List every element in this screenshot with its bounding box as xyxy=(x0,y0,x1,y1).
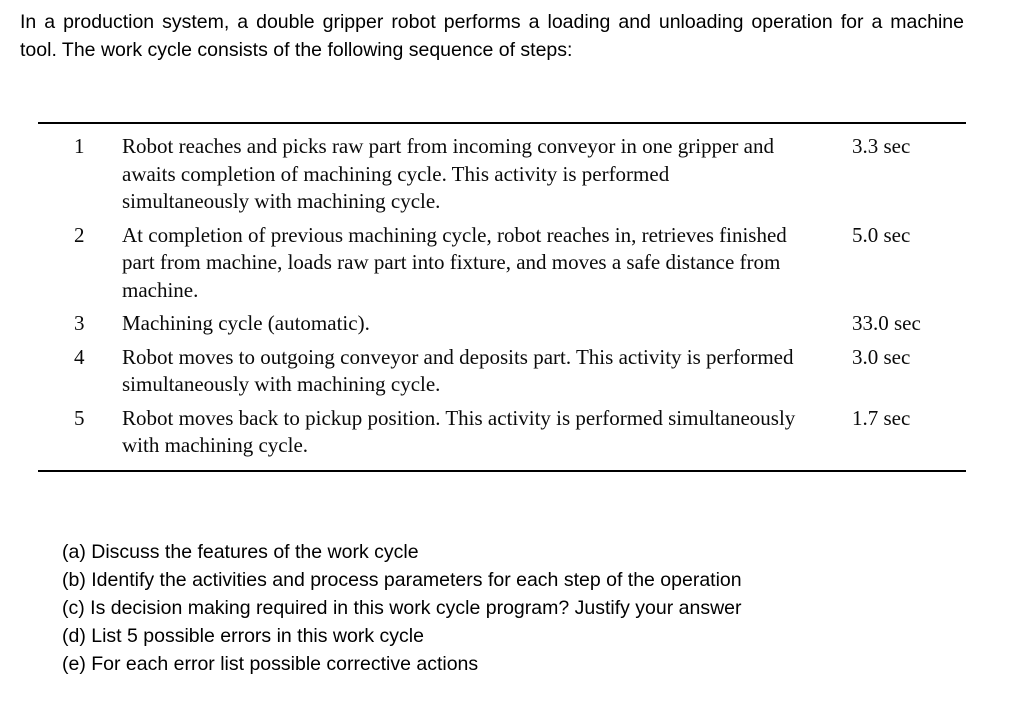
step-description: Robot moves to outgoing conveyor and deposits part. This activity is performed simultaneously with machining cycle. xyxy=(122,344,794,396)
table-row xyxy=(38,222,966,305)
table-row xyxy=(38,133,966,216)
step-number: 5 xyxy=(74,405,85,430)
step-description: Machining cycle (automatic). xyxy=(122,311,370,335)
step-time: 3.3 sec xyxy=(852,134,911,158)
step-time: 3.0 sec xyxy=(852,344,911,369)
table-row xyxy=(38,310,966,338)
table-row xyxy=(38,344,966,399)
step-description: At completion of previous machining cycle, robot reaches in, retrieves finished part from machine, loads raw part into fixture, and moves a safe distance from machine. xyxy=(122,222,787,302)
step-number: 3 xyxy=(74,311,85,335)
question-item: (c) Is decision making required in this work cycle program? Justify your answer xyxy=(62,597,742,619)
step-description: Robot moves back to pickup position. This activity is performed simultaneously with machining cycle. xyxy=(122,405,796,457)
question-item: (b) Identify the activities and process parameters for each step of the operation xyxy=(62,569,742,591)
intro-paragraph: In a production system, a double gripper robot performs a loading and unloading operation for a machine tool. The work cycle consists of the following sequence of steps: xyxy=(20,11,964,61)
step-number: 1 xyxy=(74,134,85,158)
table-row xyxy=(38,405,966,460)
question-item: (d) List 5 possible errors in this work cycle xyxy=(62,625,424,647)
step-time: 1.7 sec xyxy=(852,405,911,430)
question-item: (e) For each error list possible corrective actions xyxy=(62,653,479,675)
step-number: 4 xyxy=(74,344,85,369)
work-cycle-table xyxy=(38,122,966,472)
question-item: (a) Discuss the features of the work cycle xyxy=(62,541,419,563)
step-number: 2 xyxy=(74,222,85,247)
step-time: 33.0 sec xyxy=(852,311,921,335)
step-time: 5.0 sec xyxy=(852,222,911,247)
step-description: Robot reaches and picks raw part from incoming conveyor in one gripper and awaits completion of machining cycle. This activity is performed simultaneously with machining cycle. xyxy=(122,134,774,213)
questions-list xyxy=(62,538,962,678)
